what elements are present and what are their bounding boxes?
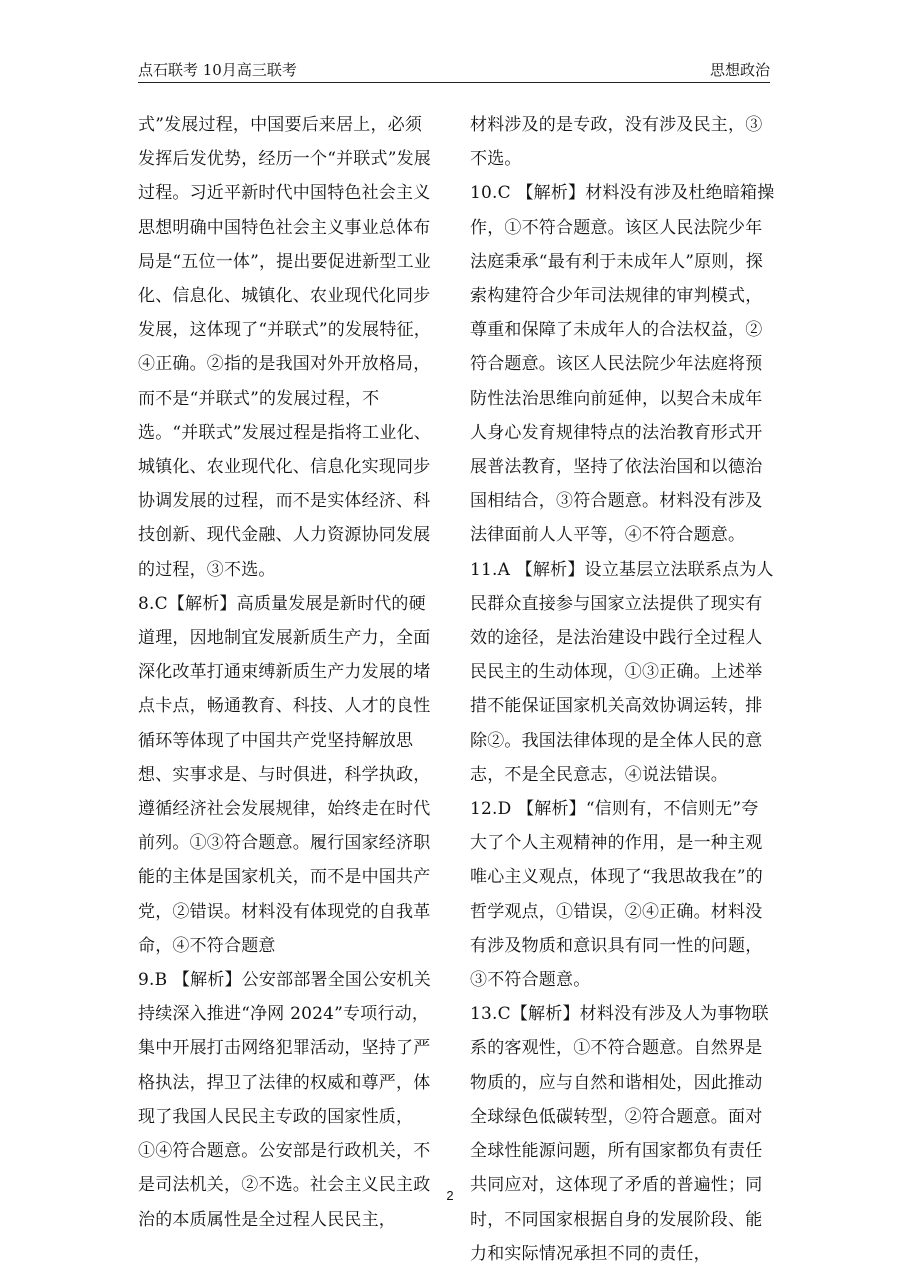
answer-8: 8.C【解析】高质量发展是新时代的硬道理，因地制宜发展新质生产力，全面深化改革打通束缚新质生产力发展的堵点卡点，畅通教育、科技、人才的良性循环等体现了中国共产党坚持解放思想、实事求是、与时俱进，科学执政，遵循经济社会发展规律，始终走在时代前列。①③符合题意。履行国家经济职能的主体是国家机关，而不是中国共产党，②错误。材料没有体现党的自我革命，④不符合题意: [138, 593, 431, 956]
right-column: [470, 108, 775, 1271]
answer-7-continued: 式”发展过程，中国要后来居上，必须发挥后发优势，经历一个“并联式”发展过程。习近平新时代中国特色社会主义思想明确中国特色社会主义事业总体布局是“五位一体”，提出要促进新型工业化、信息化、城镇化、农业现代化同步发展，这体现了“并联式”的发展特征，④正确。②指的是我国对外开放格局，而不是“并联式”的发展过程，不选。“并联式”发展过程是指将工业化、城镇化、农业现代化、信息化实现同步协调发展的过程，而不是实体经济、科技创新、现代金融、人力资源协同发展的过程，③不选。: [138, 115, 431, 580]
answer-11: 11.A 【解析】设立基层立法联系点为人民群众直接参与国家立法提供了现实有效的途径，是法治建设中践行全过程人民民主的生动体现，①③正确。上述举措不能保证国家机关高效协调运转，排除②。我国法律体现的是全体人民的意志，不是全民意志，④说法错误。: [470, 559, 774, 785]
page-header: [138, 58, 770, 83]
answer-9-continued: 材料涉及的是专政，没有涉及民主，③不选。: [470, 115, 763, 170]
answer-9: 9.B 【解析】公安部部署全国公安机关持续深入推进“净网 2024”专项行动，集中开展打击网络犯罪活动，坚持了严格执法，捍卫了法律的权威和尊严，体现了我国人民民主专政的国家性质，①④符合题意。公安部是行政机关，不是司法机关，②不选。社会主义民主政治的本质属性是全过程人民民主，: [138, 970, 431, 1230]
page-number: 2: [446, 1188, 454, 1203]
header-exam-title: 点石联考 10月高三联考: [138, 61, 297, 79]
answer-13: 13.C【解析】材料没有涉及人为事物联系的客观性，①不符合题意。自然界是物质的，应与自然和谐相处，因此推动全球绿色低碳转型，②符合题意。面对全球性能源问题，所有国家都负有责任共同应对，这体现了矛盾的普遍性；同时，不同国家根据自身的发展阶段、能力和实际情况承担不同的责任，: [470, 1004, 769, 1264]
header-subject: 思想政治: [709, 61, 770, 79]
answer-10: 10.C 【解析】材料没有涉及杜绝暗箱操作，①不符合题意。该区人民法院少年法庭秉承“最有利于未成年人”原则，探索构建符合少年司法规律的审判模式，尊重和保障了未成年人的合法权益，②符合题意。该区人民法院少年法庭将预防性法治思维向前延伸，以契合未成年人身心发育规律特点的法治教育形式开展普法教育，坚持了依法治国和以德治国相结合，③符合题意。材料没有涉及法律面前人人平等，④不符合题意。: [470, 183, 775, 546]
answer-12: 12.D 【解析】“信则有，不信则无”夸大了个人主观精神的作用，是一种主观唯心主义观点，体现了“我思故我在”的哲学观点，①错误，②④正确。材料没有涉及物质和意识具有同一性的问题，③不符合题意。: [470, 799, 763, 991]
left-column: [138, 108, 438, 1237]
